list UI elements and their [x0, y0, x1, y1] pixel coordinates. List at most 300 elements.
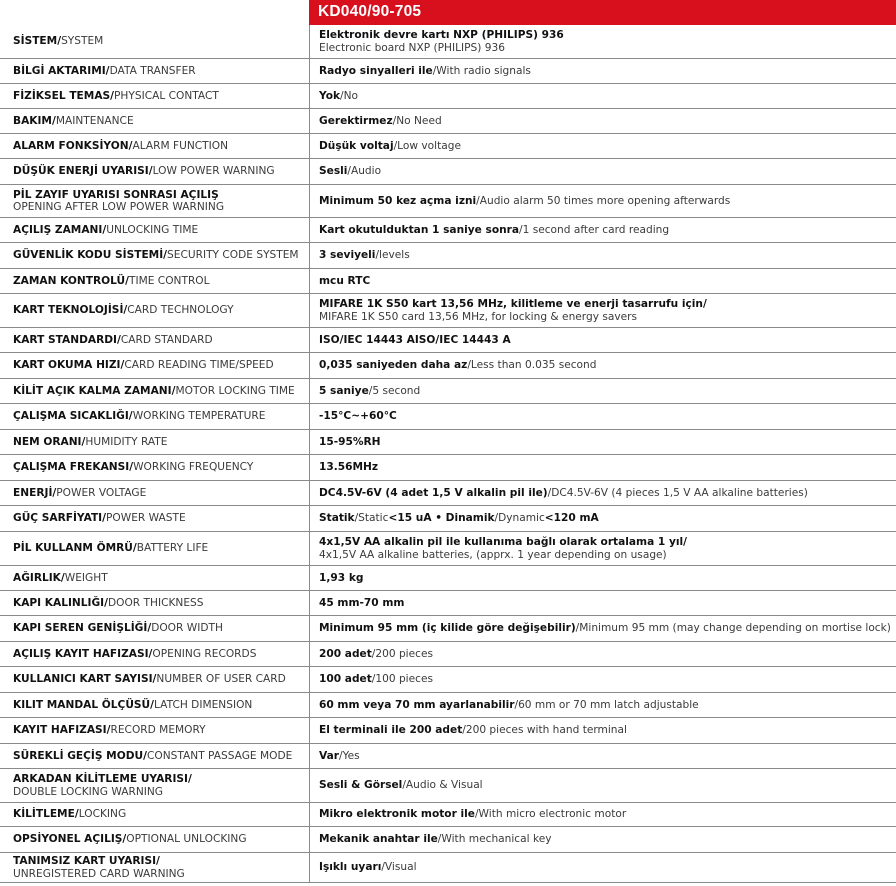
column-divider: [309, 803, 310, 826]
spec-label: [13, 718, 305, 743]
spec-value-en: /5 second: [368, 384, 421, 397]
spec-label: [13, 294, 305, 327]
spec-value-line: [319, 298, 892, 311]
column-divider: [309, 642, 310, 666]
column-divider: [309, 185, 310, 217]
column-divider: [309, 353, 310, 378]
spec-value-line: [319, 224, 892, 237]
spec-label: [13, 566, 305, 590]
spec-row: [0, 404, 896, 430]
spec-label-line: [13, 572, 305, 585]
spec-value-line: [319, 90, 892, 103]
spec-label-line: [13, 410, 305, 423]
spec-label: [13, 218, 305, 242]
spec-label-en: WORKING FREQUENCY: [133, 461, 254, 474]
spec-value-tr: 13.56MHz: [319, 461, 379, 474]
spec-value: [319, 616, 892, 641]
spec-value-en: /Visual: [381, 861, 417, 874]
spec-value-line: [319, 512, 892, 525]
spec-label-tr: AĞIRLIK/: [13, 571, 65, 584]
spec-row: [0, 616, 896, 642]
spec-label: [13, 185, 305, 217]
spec-row: [0, 591, 896, 616]
column-divider: [309, 294, 310, 327]
spec-label-tr: KAPI SEREN GENİŞLİĞİ/: [13, 622, 152, 635]
spec-value-tr: Radyo sinyalleri ile: [319, 64, 433, 77]
spec-value-en: /200 pieces with hand terminal: [462, 724, 627, 737]
spec-label-en: OPENING AFTER LOW POWER WARNING: [13, 201, 225, 213]
spec-value-line: [319, 140, 892, 153]
column-divider: [309, 506, 310, 531]
spec-value: [319, 693, 892, 717]
spec-value-line: [319, 461, 892, 474]
spec-label-en: RECORD MEMORY: [110, 724, 206, 737]
spec-label-tr: KİLİTLEME/: [13, 808, 79, 821]
spec-row: [0, 134, 896, 159]
spec-value-line: [319, 195, 892, 208]
spec-label-en: CARD TECHNOLOGY: [127, 304, 234, 317]
spec-value: [319, 532, 892, 565]
column-divider: [309, 269, 310, 293]
spec-label: [13, 616, 305, 641]
spec-label-tr: ÇALIŞMA FREKANSI/: [13, 461, 134, 474]
spec-row: [0, 532, 896, 566]
spec-value: [319, 430, 892, 454]
spec-value: [319, 185, 892, 217]
spec-value-line: [319, 549, 892, 562]
spec-label: [13, 84, 305, 108]
spec-label-line: [13, 165, 305, 178]
spec-row: [0, 506, 896, 532]
spec-value-line: [319, 359, 892, 372]
spec-value-en: /200 pieces: [371, 647, 434, 660]
spec-label-tr: SİSTEM/: [13, 35, 62, 48]
spec-value-en: /With radio signals: [432, 64, 531, 77]
spec-label-tr: PİL KULLANM ÖMRÜ/: [13, 542, 137, 555]
spec-label: [13, 506, 305, 531]
spec-label-line: [13, 461, 305, 474]
spec-label: [13, 404, 305, 429]
spec-value: [319, 84, 892, 108]
spec-value: [319, 269, 892, 293]
spec-label-tr: ZAMAN KONTROLÜ/: [13, 274, 130, 287]
spec-value-line: [319, 385, 892, 398]
spec-label: [13, 243, 305, 268]
spec-label-tr: KILIT MANDAL ÖLÇÜSÜ/: [13, 698, 155, 711]
spec-label-en: PHYSICAL CONTACT: [114, 89, 219, 102]
spec-value-en: MIFARE 1K S50 card 13,56 MHz, for locking & energy savers: [319, 310, 638, 323]
spec-value-en: /Audio alarm 50 times more opening afterwards: [476, 194, 731, 207]
spec-value: [319, 667, 892, 692]
spec-row: [0, 827, 896, 853]
spec-label-tr: GÜVENLİK KODU SİSTEMİ/: [13, 249, 168, 262]
spec-label: [13, 667, 305, 692]
spec-row: [0, 218, 896, 243]
spec-row: [0, 853, 896, 883]
spec-label-tr: KAPI KALINLIĞI/: [13, 596, 108, 609]
spec-label-en: WEIGHT: [64, 571, 108, 584]
spec-value-line: [319, 334, 892, 347]
spec-label-tr: BİLGİ AKTARIMI/: [13, 64, 110, 77]
spec-label-line: [13, 249, 305, 262]
spec-value-line: [319, 750, 892, 763]
spec-label: [13, 109, 305, 133]
spec-value-line: [319, 597, 892, 610]
spec-label-tr: SÜREKLİ GEÇİŞ MODU/: [13, 749, 147, 762]
spec-row: [0, 693, 896, 718]
spec-label: [13, 379, 305, 403]
spec-label: [13, 353, 305, 378]
spec-label-en: BATTERY LIFE: [136, 542, 209, 555]
column-divider: [309, 718, 310, 743]
spec-label-en: DOOR THICKNESS: [107, 596, 204, 609]
spec-value-en: /Minimum 95 mm (may change depending on mortise lock): [575, 622, 891, 635]
spec-label-line: [13, 512, 305, 525]
spec-value-tr: 60 mm veya 70 mm ayarlanabilir: [319, 698, 515, 711]
spec-label-line: [13, 724, 305, 737]
spec-label-line: [13, 275, 305, 288]
spec-value-line: [319, 808, 892, 821]
spec-label-tr: KART STANDARDI/: [13, 333, 121, 346]
spec-label-line: [13, 786, 305, 799]
spec-value-en: 4x1,5V AA alkaline batteries, (apprx. 1 year depending on usage): [319, 548, 667, 561]
spec-value-tr: 200 adet: [319, 647, 372, 660]
spec-label-tr: DÜŞÜK ENERJİ UYARISI/: [13, 165, 153, 178]
spec-label-en: POWER VOLTAGE: [56, 486, 147, 499]
spec-label-line: [13, 487, 305, 500]
spec-value-en: /With mechanical key: [437, 833, 552, 846]
column-divider: [309, 591, 310, 615]
spec-value: [319, 134, 892, 158]
spec-label-en: DOOR WIDTH: [151, 622, 223, 635]
spec-label-en: UNREGISTERED CARD WARNING: [13, 867, 185, 880]
spec-value: [319, 243, 892, 268]
column-divider: [309, 693, 310, 717]
spec-value-en: /Static: [354, 512, 389, 525]
spec-value-tr: 100 adet: [319, 673, 372, 686]
spec-label-tr: ÇALIŞMA SICAKLIĞI/: [13, 410, 133, 423]
spec-value-tr: 15-95%RH: [319, 435, 381, 448]
spec-label-line: [13, 140, 305, 153]
spec-value-tr: Minimum 95 mm (iç kilide göre değişebilir): [319, 622, 576, 635]
model-title: KD040/90-705: [318, 3, 422, 20]
spec-label-line: [13, 542, 305, 555]
spec-label-line: [13, 304, 305, 317]
spec-label-en: CARD READING TIME/SPEED: [124, 359, 274, 372]
column-divider: [309, 616, 310, 641]
spec-value-line: [319, 249, 892, 262]
spec-row: [0, 642, 896, 667]
spec-label-en: CARD STANDARD: [120, 333, 213, 346]
spec-label: [13, 269, 305, 293]
column-divider: [309, 134, 310, 158]
spec-label-en: HUMIDITY RATE: [85, 435, 168, 448]
spec-label-line: [13, 750, 305, 763]
spec-row: [0, 744, 896, 769]
spec-label: [13, 769, 305, 802]
spec-label-line: [13, 808, 305, 821]
column-divider: [309, 769, 310, 802]
spec-label: [13, 591, 305, 615]
column-divider: [309, 243, 310, 268]
column-divider: [309, 218, 310, 242]
spec-label: [13, 744, 305, 768]
spec-value: [319, 218, 892, 242]
column-divider: [309, 532, 310, 565]
spec-row: [0, 718, 896, 744]
spec-label-en: LOCKING: [78, 808, 127, 821]
spec-label: [13, 455, 305, 480]
spec-value-tr: Kart okutulduktan 1 saniye sonra: [319, 223, 520, 236]
spec-label: [13, 693, 305, 717]
spec-row: [0, 109, 896, 134]
spec-value-line: [319, 724, 892, 737]
column-divider: [309, 84, 310, 108]
spec-value-line: [319, 833, 892, 846]
spec-row: [0, 328, 896, 353]
spec-value: [319, 59, 892, 83]
spec-label-line: [13, 833, 305, 846]
spec-row: [0, 185, 896, 218]
spec-label-tr: KAYIT HAFIZASI/: [13, 724, 111, 737]
spec-value-tr: 4x1,5V AA alkalin pil ile kullanıma bağlı olarak ortalama 1 yıl/: [319, 536, 688, 548]
spec-label-line: [13, 855, 305, 868]
spec-value-tr: Mekanik anahtar ile: [319, 833, 438, 846]
spec-value-line: [319, 779, 892, 792]
column-divider: [309, 853, 310, 882]
spec-label-line: [13, 673, 305, 686]
spec-label-en: OPENING RECORDS: [152, 647, 257, 660]
spec-value: [319, 159, 892, 184]
column-divider: [309, 109, 310, 133]
spec-value: [319, 404, 892, 429]
spec-value-tr: mcu RTC: [319, 274, 371, 287]
spec-value-en: /No: [340, 89, 359, 102]
spec-label-tr: KART OKUMA HIZI/: [13, 359, 125, 372]
spec-label-en: DOUBLE LOCKING WARNING: [13, 785, 163, 798]
spec-label: [13, 134, 305, 158]
spec-row: [0, 243, 896, 269]
spec-label-en: SECURITY CODE SYSTEM: [167, 249, 299, 262]
spec-value-en: /Audio: [347, 165, 382, 178]
column-divider: [309, 827, 310, 852]
spec-value-line: [319, 29, 892, 42]
spec-value: [319, 506, 892, 531]
spec-value-line: [319, 275, 892, 288]
spec-value-line: [319, 115, 892, 128]
column-divider: [309, 566, 310, 590]
spec-label: [13, 642, 305, 666]
spec-value-line: [319, 487, 892, 500]
spec-value-line: [319, 42, 892, 55]
spec-label-en: OPTIONAL UNLOCKING: [126, 833, 247, 846]
spec-value-tr: 1,93 kg: [319, 571, 364, 584]
spec-value: [319, 769, 892, 802]
spec-value: [319, 455, 892, 480]
spec-value-line: [319, 165, 892, 178]
spec-label-line: [13, 224, 305, 237]
spec-label-line: [13, 65, 305, 78]
spec-value-line: [319, 673, 892, 686]
spec-label-tr: KART TEKNOLOJİSİ/: [13, 304, 128, 317]
spec-value-tr: Sesli: [319, 165, 348, 178]
spec-label: [13, 328, 305, 352]
spec-value: [319, 642, 892, 666]
spec-label-en: LATCH DIMENSION: [154, 698, 253, 711]
spec-value-tr: DC4.5V-6V (4 adet 1,5 V alkalin pil ile): [319, 486, 548, 499]
spec-label-tr: BAKIM/: [13, 114, 56, 127]
spec-label-tr: ENERJİ/: [13, 486, 57, 499]
spec-value-en: Electronic board NXP (PHILIPS) 936: [319, 41, 505, 54]
spec-label-en: UNLOCKING TIME: [106, 223, 199, 236]
spec-value: [319, 294, 892, 327]
spec-label: [13, 532, 305, 565]
spec-value-tr: El terminali ile 200 adet: [319, 724, 463, 737]
column-divider: [309, 25, 310, 58]
spec-value-line: [319, 648, 892, 661]
model-header: [309, 0, 896, 25]
spec-value-line: [319, 436, 892, 449]
spec-value-line: [319, 65, 892, 78]
spec-row: [0, 769, 896, 803]
spec-label: [13, 430, 305, 454]
spec-label-line: [13, 597, 305, 610]
spec-value-en: /With micro electronic motor: [474, 808, 627, 821]
spec-label-tr: ARKADAN KİLİTLEME UYARISI/: [13, 773, 192, 785]
spec-value-tr: ISO/IEC 14443 AISO/IEC 14443 A: [319, 333, 511, 346]
spec-value-line: [319, 311, 892, 324]
column-divider: [309, 667, 310, 692]
column-divider: [309, 744, 310, 768]
spec-value-en: /1 second after card reading: [519, 223, 670, 236]
spec-value-en: /Dynamic: [494, 512, 545, 525]
spec-label-en: WORKING TEMPERATURE: [132, 410, 266, 423]
spec-value-tr: Mikro elektronik motor ile: [319, 808, 475, 821]
spec-row: [0, 379, 896, 404]
spec-label-line: [13, 35, 305, 48]
spec-label-tr: ALARM FONKSİYON/: [13, 139, 133, 152]
spec-value-tr: Sesli & Görsel: [319, 779, 403, 792]
spec-row: [0, 159, 896, 185]
spec-label-tr: PİL ZAYIF UYARISI SONRASI AÇILIŞ: [13, 188, 219, 201]
spec-value: [319, 109, 892, 133]
spec-value-line: [319, 861, 892, 874]
spec-value-en: /100 pieces: [371, 673, 434, 686]
spec-value-en: /60 mm or 70 mm latch adjustable: [514, 698, 699, 711]
spec-value: [319, 803, 892, 826]
spec-label-line: [13, 90, 305, 103]
spec-label-en: MAINTENANCE: [55, 114, 134, 127]
spec-label: [13, 159, 305, 184]
spec-value-tr: Var: [319, 749, 339, 762]
spec-value: [319, 827, 892, 852]
spec-value: [319, 591, 892, 615]
spec-value: [319, 566, 892, 590]
spec-label-en: NUMBER OF USER CARD: [156, 673, 286, 686]
spec-value: [319, 25, 892, 58]
spec-value-en: /DC4.5V-6V (4 pieces 1,5 V AA alkaline batteries): [547, 486, 808, 499]
spec-value-en: /Low voltage: [393, 139, 461, 152]
spec-label-en: TIME CONTROL: [129, 274, 210, 287]
spec-value-line: [319, 410, 892, 423]
spec-label-line: [13, 334, 305, 347]
spec-label-en: CONSTANT PASSAGE MODE: [147, 749, 293, 762]
spec-value-tr: 45 mm-70 mm: [319, 596, 405, 609]
column-divider: [309, 481, 310, 505]
spec-value-tr: <120 mA: [544, 512, 599, 525]
spec-label-tr: AÇILIŞ KAYIT HAFIZASI/: [13, 647, 153, 660]
spec-value-tr: -15°C~+60°C: [319, 410, 397, 423]
spec-row: [0, 353, 896, 379]
spec-label-line: [13, 622, 305, 635]
spec-value: [319, 853, 892, 882]
spec-label-line: [13, 648, 305, 661]
spec-value-tr: 0,035 saniyeden daha az: [319, 359, 468, 372]
spec-label-en: SYSTEM: [61, 35, 104, 48]
spec-label: [13, 827, 305, 852]
spec-value-en: /levels: [375, 249, 410, 262]
spec-label: [13, 25, 305, 58]
spec-label-line: [13, 385, 305, 398]
column-divider: [309, 430, 310, 454]
spec-label: [13, 853, 305, 882]
spec-row: [0, 84, 896, 109]
spec-label-en: DATA TRANSFER: [109, 64, 196, 77]
spec-row: [0, 25, 896, 59]
spec-label-tr: AÇILIŞ ZAMANI/: [13, 223, 107, 236]
spec-label-tr: KİLİT AÇIK KALMA ZAMANI/: [13, 384, 176, 397]
spec-label-tr: FİZİKSEL TEMAS/: [13, 89, 115, 102]
spec-row: [0, 481, 896, 506]
spec-row: [0, 455, 896, 481]
spec-label-tr: KULLANICI KART SAYISI/: [13, 673, 157, 686]
spec-value-tr: Minimum 50 kez açma izni: [319, 194, 477, 207]
spec-label: [13, 803, 305, 826]
spec-label-line: [13, 201, 305, 214]
spec-value-tr: Statik: [319, 512, 355, 525]
spec-label: [13, 481, 305, 505]
column-divider: [309, 328, 310, 352]
spec-value: [319, 353, 892, 378]
column-divider: [309, 455, 310, 480]
spec-label-line: [13, 189, 305, 202]
spec-value-tr: Yok: [319, 89, 341, 102]
spec-label-tr: NEM ORANI/: [13, 435, 86, 448]
spec-row: [0, 294, 896, 328]
spec-label-line: [13, 436, 305, 449]
spec-value-line: [319, 622, 892, 635]
spec-value-en: /Yes: [339, 749, 360, 762]
spec-value: [319, 481, 892, 505]
column-divider: [309, 59, 310, 83]
spec-value-tr: MIFARE 1K S50 kart 13,56 MHz, kilitleme ve enerji tasarrufu için/: [319, 298, 707, 310]
spec-value-tr: <15 uA • Dinamik: [388, 512, 495, 525]
spec-value: [319, 379, 892, 403]
spec-label-line: [13, 773, 305, 786]
column-divider: [309, 404, 310, 429]
spec-value-tr: Düşük voltaj: [319, 139, 394, 152]
spec-label-line: [13, 868, 305, 881]
spec-label: [13, 59, 305, 83]
spec-label-tr: GÜÇ SARFİYATI/: [13, 512, 106, 525]
spec-row: [0, 566, 896, 591]
spec-row: [0, 59, 896, 84]
spec-label-tr: OPSİYONEL AÇILIŞ/: [13, 833, 127, 846]
spec-value-tr: Işıklı uyarı: [319, 861, 382, 874]
spec-label-en: MOTOR LOCKING TIME: [175, 384, 295, 397]
spec-row: [0, 430, 896, 455]
spec-label-en: POWER WASTE: [106, 512, 186, 525]
